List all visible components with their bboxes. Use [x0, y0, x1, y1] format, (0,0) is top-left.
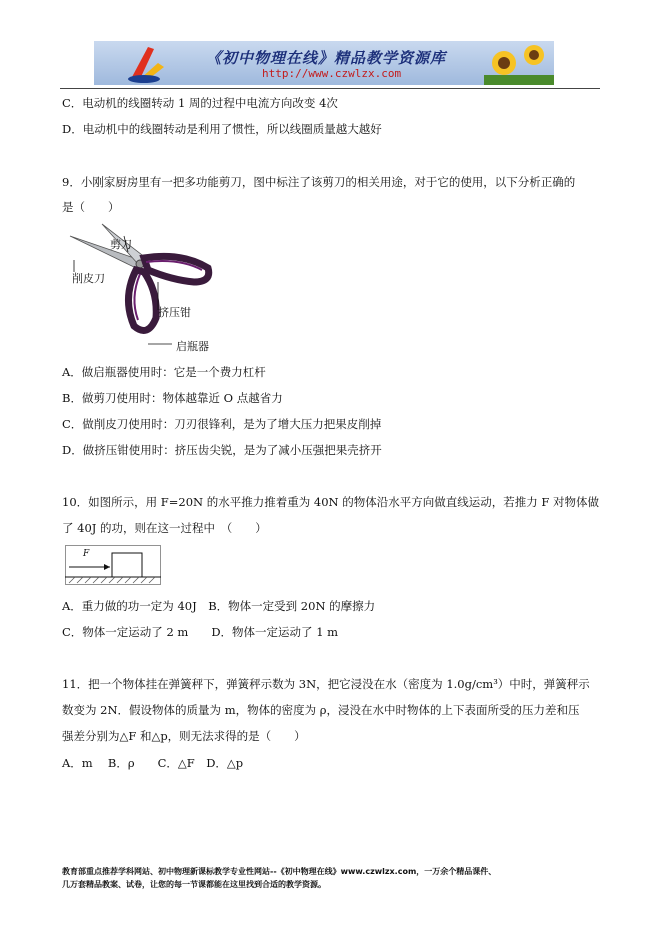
sunflower-icon [484, 41, 554, 85]
q8-option-d: D．电动机中的线圈转动是利用了惯性，所以线圈质量越大越好 [62, 122, 382, 136]
q10-stem-line2: 了 40J 的功，则在这一过程中 （ ） [62, 521, 267, 535]
q9-option-c: C．做削皮刀使用时：刀刃很锋利，是为了增大压力把果皮削掉 [62, 417, 382, 431]
push-block-diagram [65, 545, 161, 585]
q11-options: A．m B．ρ C．△F D．△p [62, 756, 244, 770]
scissors-icon [62, 222, 222, 354]
header-banner [94, 41, 554, 85]
banner-title: 《初中物理在线》精品教学资源库 [206, 49, 447, 67]
q11-stem-line2: 数变为 2N．假设物体的质量为 m，物体的密度为 ρ，浸没在水中时物体的上下表面所受的压力差和压 [62, 703, 580, 717]
q9-stem-line1: 9．小刚家厨房里有一把多功能剪刀，图中标注了该剪刀的相关用途，对于它的使用，以下分析正确的 [62, 175, 576, 189]
banner-url: http://www.czwlzx.com [262, 67, 402, 80]
force-label: F [83, 549, 90, 559]
label-scissor: 剪刀 [110, 238, 132, 251]
footer-line1: 教育部重点推荐学科网站、初中物理新课标教学专业性网站--《初中物理在线》www.czwlzx.com，一万余个精品课件、 [62, 867, 497, 876]
q11-stem-line1: 11．把一个物体挂在弹簧秤下，弹簧秤示数为 3N，把它浸没在水（密度为 1.0g/cm³）中时，弹簧秤示 [62, 677, 590, 691]
site-logo [114, 41, 174, 85]
q10-stem-line1: 10．如图所示，用 F=20N 的水平推力推着重为 40N 的物体沿水平方向做直线运动，若推力 F 对物体做 [62, 495, 600, 509]
q9-option-b: B．做剪刀使用时：物体越靠近 O 点越省力 [62, 391, 283, 405]
q8-option-c: C．电动机的线圈转动 1 周的过程中电流方向改变 4次 [62, 96, 338, 110]
header-rule [60, 88, 600, 89]
label-opener: 启瓶器 [176, 340, 209, 353]
q11-stem-line3: 强差分别为△F 和△p，则无法求得的是（ ） [62, 729, 306, 743]
q10-options-ab: A．重力做的功一定为 40J B．物体一定受到 20N 的摩擦力 [62, 599, 376, 613]
label-squeeze: 挤压钳 [158, 306, 191, 319]
scissors-figure [62, 222, 222, 354]
q9-option-a: A．做启瓶器使用时：它是一个费力杠杆 [62, 365, 266, 379]
label-peeler: 削皮刀 [72, 272, 105, 285]
q10-options-cd: C．物体一定运动了 2 m D．物体一定运动了 1 m [62, 625, 339, 639]
push-block-figure [65, 545, 161, 585]
q9-stem-line2: 是（ ） [62, 200, 120, 214]
q9-option-d: D．做挤压钳使用时：挤压齿尖锐，是为了减小压强把果壳挤开 [62, 443, 382, 457]
footer-line2: 几万套精品教案、试卷，让您的每一节课都能在这里找到合适的教学资源。 [62, 880, 326, 889]
